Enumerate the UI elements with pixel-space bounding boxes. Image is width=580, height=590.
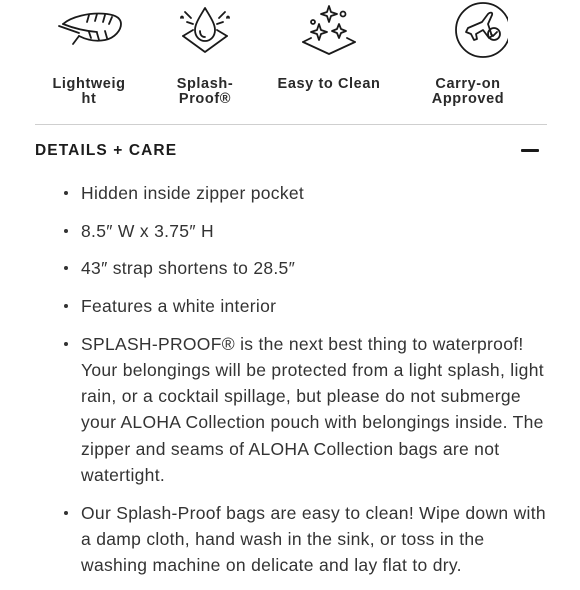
feature-splash-proof <box>150 0 260 107</box>
feature-lightweight <box>34 0 144 107</box>
list-item-text: Hidden inside zipper pocket <box>81 183 305 203</box>
feature-icons-row <box>0 0 580 120</box>
details-care-header[interactable] <box>35 140 547 162</box>
feature-label: Easy to Clean <box>277 76 381 92</box>
list-item-text: SPLASH-PROOF® is the next best thing to waterproof! Your belongings will be protected from a light splash, light rain, or a cocktail spillage, but please do not submerge your ALOHA Collection pouch with belongings inside. The zipper and seams of ALOHA Collection bags are not watertight. <box>81 333 544 485</box>
list-item-text: 43″ strap shortens to 28.5″ <box>81 258 296 279</box>
bullet-icon <box>64 342 68 346</box>
feather-icon <box>49 0 129 62</box>
list-item-text: Our Splash-Proof bags are easy to clean! Wipe down with a damp cloth, hand wash in the sink, or toss in the washing machine on delicate and lay flat to dry. <box>81 502 546 575</box>
feature-label: Splash-Proof® <box>176 76 234 107</box>
feature-carry-on <box>413 0 523 107</box>
bullet-icon <box>64 511 68 515</box>
bullet-icon <box>64 191 68 195</box>
list-item <box>64 180 554 206</box>
feature-label: Lightweight <box>52 76 126 107</box>
bullet-icon <box>64 266 68 270</box>
section-divider <box>35 124 547 125</box>
list-item-text: Features a white interior <box>81 296 277 317</box>
bullet-icon <box>64 229 68 233</box>
airplane-check-icon <box>428 0 508 62</box>
feature-label: Carry-on Approved <box>431 76 505 107</box>
feature-easy-to-clean <box>274 0 384 92</box>
list-item <box>64 293 554 319</box>
list-item <box>64 331 554 488</box>
list-item <box>64 255 554 281</box>
details-list <box>64 180 554 590</box>
sparkle-clean-icon <box>289 0 369 62</box>
section-title: DETAILS + CARE <box>35 142 178 159</box>
splash-drop-icon <box>165 0 245 62</box>
list-item <box>64 218 554 244</box>
list-item <box>64 500 554 579</box>
minus-icon[interactable] <box>521 149 539 152</box>
list-item-text: 8.5″ W x 3.75″ H <box>81 220 214 241</box>
bullet-icon <box>64 304 68 308</box>
